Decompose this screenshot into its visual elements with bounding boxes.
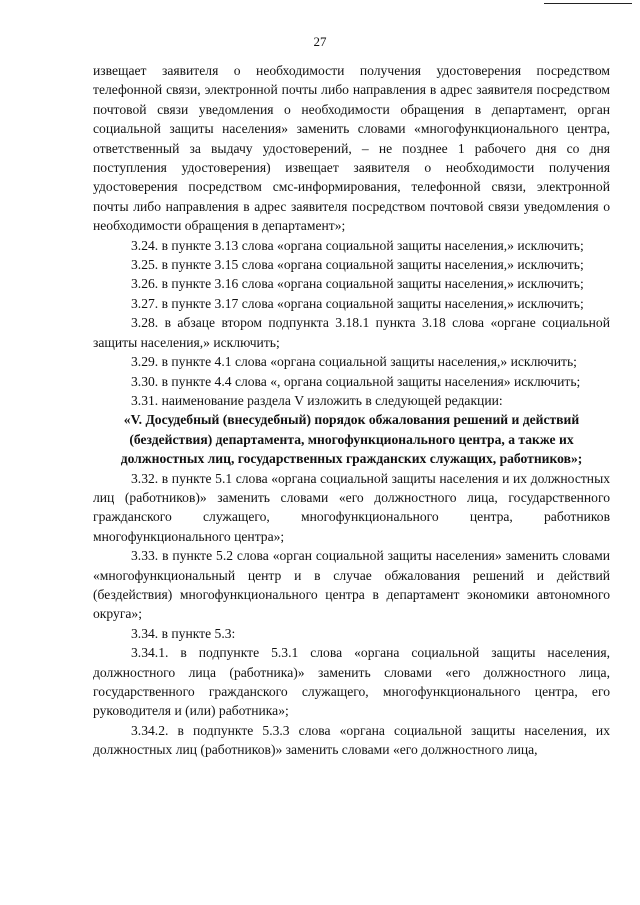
paragraph-3-34-2: 3.34.2. в подпункте 5.3.3 слова «органа социальной защиты населения, их должностных лиц (работников)» заменить словами «его должностного лица, — [93, 722, 610, 758]
page-number: 27 — [313, 34, 327, 49]
paragraph-3-34: 3.34. в пункте 5.3: — [131, 625, 236, 641]
paragraph-3-29: 3.29. в пункте 4.1 слова «органа социальной защиты населения,» исключить; — [131, 354, 577, 370]
paragraph-3-34-1: 3.34.1. в подпункте 5.3.1 слова «органа социальной защиты населения, должностного лица (работника)» заменить словами «его должностного лица, государственного гражданского служащего, многофункционального центра, его руководителя и (или) работника»; — [93, 645, 610, 719]
paragraph-3-24: 3.24. в пункте 3.13 слова «органа социальной защиты населения,» исключить; — [131, 237, 584, 253]
paragraph-3-32: 3.32. в пункте 5.1 слова «органа социальной защиты населения и их должностных лиц (работников)» заменить словами «его должностного лица, государственного гражданского служащего, многофункционального центра, работников многофункционального центра»; — [93, 470, 610, 544]
corner-mark — [544, 3, 632, 4]
paragraph-3-26: 3.26. в пункте 3.16 слова «органа социальной защиты населения,» исключить; — [131, 276, 584, 292]
section-v-heading: «V. Досудебный (внесудебный) порядок обжалования решений и действий (бездействия) департамента, многофункционального центра, а также их должностных лиц, государственных гражданских служащих, работников»; — [120, 412, 583, 467]
paragraph-continuation: извещает заявителя о необходимости получения удостоверения посредством телефонной связи, электронной почты либо направления в адрес заявителя посредством почтовой связи уведомления о необходимости обращения в департамент, орган социальной защиты населения» заменить словами «многофункционального центра, ответственный за выдачу удостоверений, – не позднее 1 рабочего дня со дня поступления удостоверения) извещает заявителя о необходимости получения удостоверения посредством смс-информирования, телефонной связи, электронной почты либо направления в адрес заявителя посредством почтовой связи уведомления о необходимости обращения в департамент»; — [93, 63, 610, 234]
paragraph-3-25: 3.25. в пункте 3.15 слова «органа социальной защиты населения,» исключить; — [131, 257, 584, 273]
paragraph-3-33: 3.33. в пункте 5.2 слова «орган социальной защиты населения» заменить словами «многофункциональный центр и в случае обжалования решений и действий (бездействия) многофункционального центра в департамент экономики автономного округа»; — [93, 548, 610, 622]
paragraph-3-31: 3.31. наименование раздела V изложить в следующей редакции: — [131, 392, 503, 408]
document-body — [93, 61, 610, 760]
paragraph-3-28: 3.28. в абзаце втором подпункта 3.18.1 пункта 3.18 слова «органе социальной защиты населения,» исключить; — [93, 315, 610, 350]
paragraph-3-27: 3.27. в пункте 3.17 слова «органа социальной защиты населения,» исключить; — [131, 295, 584, 311]
paragraph-3-30: 3.30. в пункте 4.4 слова «, органа социальной защиты населения» исключить; — [131, 373, 581, 389]
